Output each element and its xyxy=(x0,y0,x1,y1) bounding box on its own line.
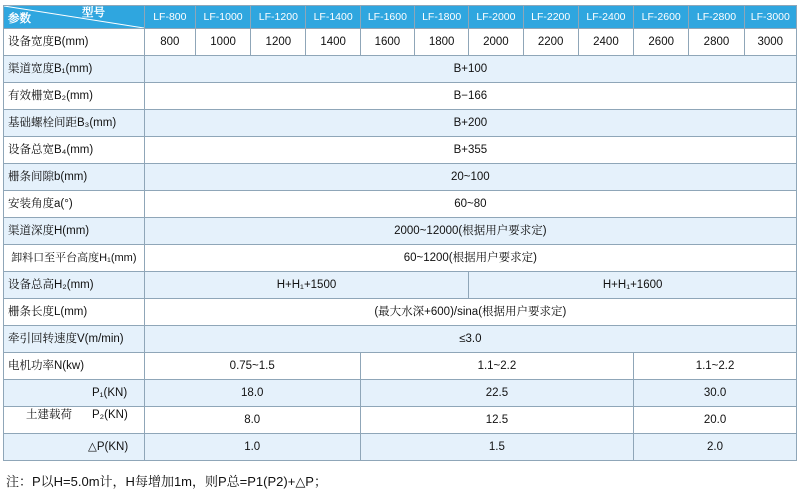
cell-value: 1000 xyxy=(195,29,250,56)
cell-value: 2.0 xyxy=(634,434,797,461)
cell-value: H+H₁+1600 xyxy=(469,272,797,299)
footnote: 注：P以H=5.0m计，H每增加1m，则P总=P1(P2)+△P； xyxy=(6,474,327,489)
row-label: 渠道宽度B₁(mm) xyxy=(4,56,145,83)
model-header: LF-1000 xyxy=(195,6,250,29)
row-label: 设备宽度B(mm) xyxy=(4,29,145,56)
cell-value: 2000 xyxy=(469,29,523,56)
cell-value: 800 xyxy=(144,29,195,56)
model-header: LF-2000 xyxy=(469,6,523,29)
cell-value: 8.0 xyxy=(144,407,360,434)
cell-value: 30.0 xyxy=(634,380,797,407)
row-discharge-height xyxy=(4,245,797,272)
row-label: 栅条间隙b(mm) xyxy=(4,164,145,191)
model-header: LF-3000 xyxy=(744,6,796,29)
sub-label-dp: △P(KN) xyxy=(88,440,129,453)
cell-value: ≤3.0 xyxy=(144,326,796,353)
row-power xyxy=(4,353,797,380)
cell-value: 18.0 xyxy=(144,380,360,407)
row-total-height xyxy=(4,272,797,299)
row-channel-depth xyxy=(4,218,797,245)
spec-table xyxy=(3,5,797,461)
row-channel-width xyxy=(4,56,797,83)
cell-value: 60~1200(根据用户要求定) xyxy=(144,245,796,272)
row-bolt-spacing xyxy=(4,110,797,137)
model-header: LF-2400 xyxy=(578,6,633,29)
corner-param-label: 参数 xyxy=(8,13,31,25)
sub-label-p1: P₁(KN) xyxy=(92,386,128,399)
cell-value: 2400 xyxy=(578,29,633,56)
cell-value: 1200 xyxy=(251,29,306,56)
row-width xyxy=(4,29,797,56)
row-load-dp xyxy=(4,434,797,461)
cell-value: 22.5 xyxy=(360,380,633,407)
row-effective-width xyxy=(4,83,797,110)
cell-value: 1800 xyxy=(415,29,469,56)
cell-value: 2000~12000(根据用户要求定) xyxy=(144,218,796,245)
cell-value: 1.0 xyxy=(144,434,360,461)
row-label: 设备总宽B₄(mm) xyxy=(4,137,145,164)
row-label: 电机功率N(kw) xyxy=(4,353,145,380)
row-total-width xyxy=(4,137,797,164)
row-label: 卸料口至平台高度H₁(mm) xyxy=(4,245,145,272)
row-label: 基础螺栓间距B₃(mm) xyxy=(4,110,145,137)
row-load-p1 xyxy=(4,380,797,407)
cell-value: 20~100 xyxy=(144,164,796,191)
cell-value: 1600 xyxy=(360,29,414,56)
row-label: 牵引回转速度V(m/min) xyxy=(4,326,145,353)
cell-value: B+100 xyxy=(144,56,796,83)
cell-value: 2800 xyxy=(689,29,744,56)
row-load-p2 xyxy=(4,407,797,434)
cell-value: 1.1~2.2 xyxy=(634,353,797,380)
cell-value: 0.75~1.5 xyxy=(144,353,360,380)
sub-label-p2: P₂(KN) xyxy=(92,409,128,421)
row-label: 设备总高H₂(mm) xyxy=(4,272,145,299)
row-label: 栅条长度L(mm) xyxy=(4,299,145,326)
cell-value: B+355 xyxy=(144,137,796,164)
row-speed xyxy=(4,326,797,353)
corner-model-label: 型号 xyxy=(82,7,105,19)
civil-load-label: 土建载荷 xyxy=(26,409,72,421)
civil-load-cell xyxy=(4,407,145,434)
cell-value: 20.0 xyxy=(634,407,797,434)
cell-value: 2200 xyxy=(523,29,578,56)
row-bar-length xyxy=(4,299,797,326)
cell-value: B−166 xyxy=(144,83,796,110)
civil-load-cell xyxy=(4,380,145,407)
model-header: LF-2600 xyxy=(634,6,689,29)
row-label: 安装角度a(°) xyxy=(4,191,145,218)
row-label: 有效栅宽B₂(mm) xyxy=(4,83,145,110)
model-header: LF-2800 xyxy=(689,6,744,29)
model-header: LF-1400 xyxy=(306,6,360,29)
cell-value: H+H₁+1500 xyxy=(144,272,469,299)
cell-value: 1.5 xyxy=(360,434,633,461)
model-header: LF-1600 xyxy=(360,6,414,29)
row-label: 渠道深度H(mm) xyxy=(4,218,145,245)
model-header: LF-1200 xyxy=(251,6,306,29)
model-header: LF-800 xyxy=(144,6,195,29)
cell-value: B+200 xyxy=(144,110,796,137)
civil-load-cell xyxy=(4,434,145,461)
cell-value: 60~80 xyxy=(144,191,796,218)
header-row xyxy=(4,6,797,29)
model-header: LF-2200 xyxy=(523,6,578,29)
row-bar-gap xyxy=(4,164,797,191)
cell-value: 12.5 xyxy=(360,407,633,434)
cell-value: 2600 xyxy=(634,29,689,56)
cell-value: 1.1~2.2 xyxy=(360,353,633,380)
header-corner xyxy=(4,6,145,29)
cell-value: 1400 xyxy=(306,29,360,56)
cell-value: 3000 xyxy=(744,29,796,56)
row-angle xyxy=(4,191,797,218)
model-header: LF-1800 xyxy=(415,6,469,29)
cell-value: (最大水深+600)/sina(根据用户要求定) xyxy=(144,299,796,326)
